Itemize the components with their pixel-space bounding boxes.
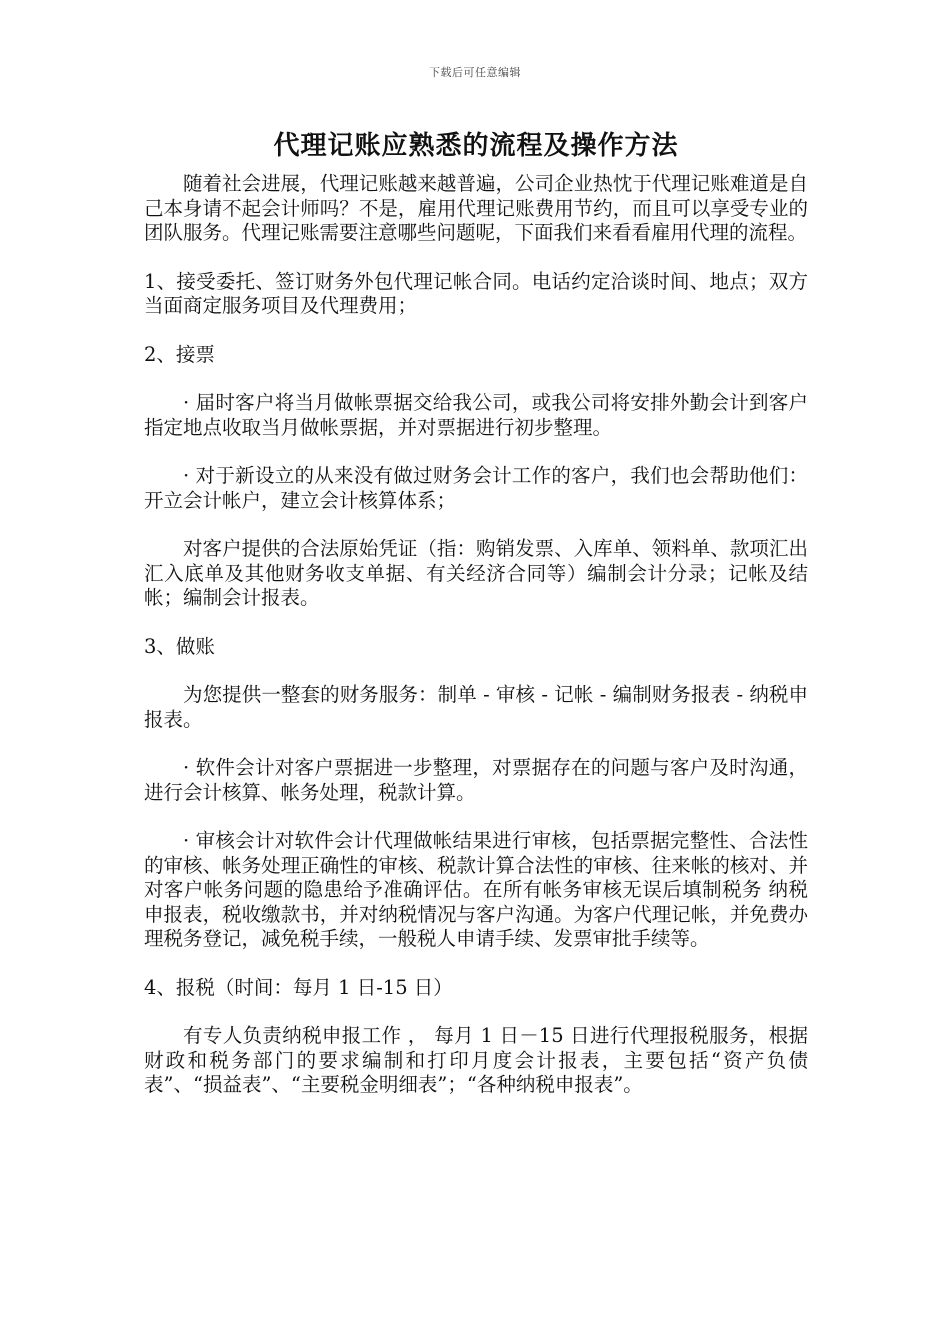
step-2-paragraph: 对客户提供的合法原始凭证（指：购销发票、入库单、领料单、款项汇出汇入底单及其他财务收支单据、有关经济合同等）编制会计分录；记帐及结帐；编制会计报表。 <box>144 537 808 609</box>
document-title: 代理记账应熟悉的流程及操作方法 <box>273 131 679 161</box>
step-2-heading: 2、接票 <box>144 342 215 366</box>
step-4-paragraph: 有专人负责纳税申报工作 ， 每月 1 日－15 日进行代理报税服务，根据财政和税务部门的要求编制和打印月度会计报表，主要包括“资产负债表”、“损益表”、“主要税金明细表”；“各种纳税申报表”。 <box>144 1024 808 1096</box>
step-3-bullet-2: · 审核会计对软件会计代理做帐结果进行审核，包括票据完整性、合法性的审核、帐务处理正确性的审核、税款计算合法性的审核、往来帐的核对、并对客户帐务问题的隐患给予准确评估。在所有帐务审核无误后填制税务 纳税申报表，税收缴款书，并对纳税情况与客户沟通。为客户代理记帐，并免费办理税务登记，减免税手续，一般税人申请手续、发票审批手续等。 <box>144 829 808 950</box>
intro-paragraph: 随着社会进展，代理记账越来越普遍，公司企业热忱于代理记账难道是自己本身请不起会计师吗？不是，雇用代理记账费用节约，而且可以享受专业的团队服务。代理记账需要注意哪些问题呢，下面我们来看看雇用代理的流程。 <box>144 172 808 244</box>
header-note: 下载后可任意编辑 <box>429 66 521 79</box>
step-1-paragraph: 1、接受委托、签订财务外包代理记帐合同。电话约定洽谈时间、地点；双方当面商定服务项目及代理费用； <box>144 269 808 317</box>
step-3-paragraph: 为您提供一整套的财务服务：制单 - 审核 - 记帐 - 编制财务报表 - 纳税申报表。 <box>144 683 808 731</box>
step-3-heading: 3、做账 <box>144 634 215 658</box>
step-2-bullet-2: · 对于新设立的从来没有做过财务会计工作的客户，我们也会帮助他们：开立会计帐户，建立会计核算体系； <box>144 464 808 512</box>
step-4-heading: 4、报税（时间：每月 1 日-15 日） <box>144 975 453 999</box>
step-2-bullet-1: · 届时客户将当月做帐票据交给我公司，或我公司将安排外勤会计到客户指定地点收取当月做帐票据，并对票据进行初步整理。 <box>144 391 808 439</box>
step-3-bullet-1: · 软件会计对客户票据进一步整理，对票据存在的问题与客户及时沟通，进行会计核算、帐务处理，税款计算。 <box>144 756 808 804</box>
document-body <box>144 128 808 1098</box>
